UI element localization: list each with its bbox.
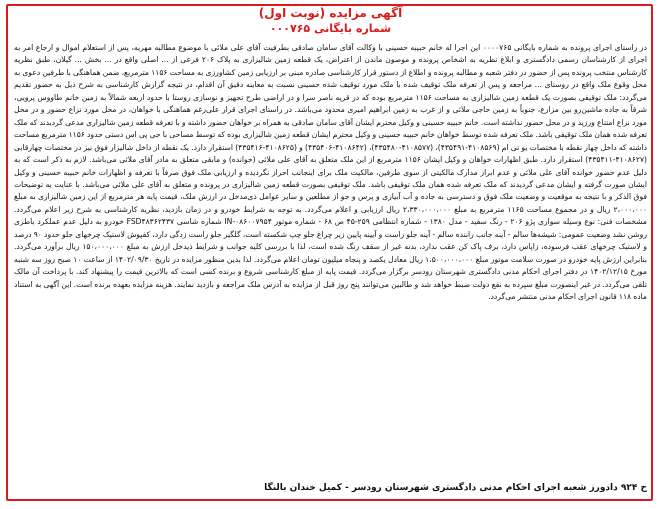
notice-header: [0, 6, 661, 36]
notice-signature: ح ۹۲۴ دادورز شعبه اجرای احکام مدنی دادگستری شهرستان رودسر - کمیل خندان بالنگا: [264, 483, 647, 493]
notice-subtitle: شماره بایگانی ۰۰۰۷۶۵: [269, 22, 392, 35]
notice-title: آگهی مزایده (نوبت اول): [258, 6, 403, 20]
notice-body: در راستای اجرای پرونده به شماره بایگانی ۰۰۰۰۷۶۵ این اجرا له خانم حبیبه حسینی با وکالت آقای سامان صادقی بطرفیت آقای علی ملائی با موضوع مطالبه مهریه، پس از استعلام اموال و ارجاع امر به اجرای از کارشناسان رسمی دادگستری و ابلاغ نظریه به اشخاص پرونده و موصون ماندن از اعتراض، یک قطعه زمین شالیزاری به پلاک ۲۰۶ فرعی از ... اصلی واقع در ... بخش ... گیلان، طبق نظریه کارشناس منتخب پرونده پس از حضور در دفتر شعبه و مطالبه پرونده و اطلاع از دستور قرار کارشناسی صادره مبنی بر ارزیابی زمین کشاورزی به مساحت ۱۱۵۶ مترمربع، ضمن هماهنگی با طرفین دعوی به محل وقوع ملک واقع در روستای ... مراجعه و پس از تعرفه ملک توقیف شده با ملک مورد توقیف شده حسینی نسبت به معاینه دقیق آن اقدام، در نتیجه گزارش کارشناسی به شرح ذیل به حضور تقدیم می‌گردد: ملک توقیفی بصورت یک قطعه زمین شالیزاری به مساحت ۱۱۵۶ مترمربع بوده که در قریه ناصر سرا و در اراضی طرح تجهیز و نوسازی روستا با حدود اربعه شمالاً به زمین خانم طاووس پرویی، شرقاً به جاده ماشین‌رو بین مزارع، جنوباً به زمین حاجی ملائی و از غرب به زمین ابراهیم امیری محدود می‌باشد. در راستای اجرای قرار علی‌رغم هماهنگی با خواهان، در محل مورد نزاع حضور و در محل مورد نزاع امتناع ورزید و در محل حضور نداشته است. خانم حبیبه حسینی و وکیل محترم ایشان آقای سامان صادقی به همراه بر خواهان حضور داشته و با تعرفه قطعه زمین شالیزاری مدعی گردیدند که ملک تعرفه شده همان ملک توقیفی باشد. ملک تعرفه شده توسط خواهان خانم حبیبه حسینی و وکیل محترم ایشان قطعه زمین شالیزاری بوده که توسط مساحی با جی پی اس دستی حدود ۱۱۵۶ مترمربع مساحت داشته که داخل چهار نقطه با مختصات یو تی ام (۴۱۰۸۵۶۹-۴۳۵۴۹۱)، (۴۱۰۸۵۷۷-۴۳۵۴۸۰)، (۴۱۰۸۶۴۲-۴۳۵۴۰۶) و (۴۱۰۸۶۲۵-۴۳۵۴۱۶) استقرار دارد. یک نقطه از داخل شالیزار فوق نیز در مختصات چهارقابی (۴۱۰۸۶۲۷-۴۳۵۴۱۱) استقرار دارد. طبق اظهارات خواهان و وکیل ایشان ۱۱۵۶ مترمربع از این ملک متعلق به آقای علی ملائی (خوانده) و مابقی متعلق به مادر آقای ملائی می‌باشد. لازم به ذکر است که به دلیل عدم حضور خوانده آقای علی ملائی و عدم ابراز مدارک مالکیتی از سوی طرفین، مالکیت ملک برای اینجانب احراز نگردیده و ارزیابی ملک فوق صرفاً با تعرفه و اظهارات خانم حبیبه حسینی و وکیل ایشان صورت گرفته و ایشان مدعی گردیدند که ملک تعرفه شده همان ملک توقیفی باشد. ملک توقیفی بصورت قطعه زمین شالیزاری در پرونده و متعلق به آقای علی ملائی می‌باشد. با عنایت به توضیحات فوق الذکر و با نتیجه به موقعیت و وضعیت ملک فوق و دسترسی به جاده و آب آبیاری و پرس و جو از مطلعین و سایر عوامل ذی‌مدخل در ارزش ملک، قیمت پایه هر مترمربع از این زمین شالیزاری به مبلغ ۲،۰۰۰،۰۰۰ ریال و در مجموع مساحت ۱۱۶۵ مترمربع به مبلغ ۲،۳۳۰،۰۰۰،۰۰۰ ریال ارزیابی و اعلام می‌گردد. به توجه به شرایط خودرو و در زمان بازدید، نظریه کارشناسی به شرح زیر اعلام می‌گردد. مشخصات فنی: نوع وسیله سواری پژو ۲۰۶ - رنگ سفید - مدل ۱۳۸۰ - شماره انتظامی ۲۵۹-۴۵ ص ۶۸ - شماره موتور ۰۸۶۰۰۷۹۵۴-IN شماره شاسی FSD۴۸۳۶۲۴۳۷ خودرو به دلیل عدم عملکرد باطری روشن نشد وضعیت عمومی: شیشه‌ها سالم - آینه جانب راننده سالم - آینه جلو راست و آیینه پایین زیر چراغ جلو چپ شکسته است، گلگیر جلو راست زدگی دارد، کفپوش لاستیک چرخهای جلو حدود ۹۰ درصد و لاستیک چرخهای عقب فرسوده، زاپاس دارد، برف پاک کن عقب ندارد، بدنه غیر از سقف رنگ شده است، لذا با بررسی کلیه جوانب و شرایط ذیدخل ارزش به مبلغ ۱۵۰،۰۰۰،۰۰۰ ریال برآورد می‌گردد. بنابراین ارزش پایه خودرو در صورت سلامت موتور مبلغ ۱،۵۰۰،۰۰۰،۰۰۰ ریال معادل یکصد و پنجاه میلیون تومان اعلام می‌گردد. لذا بدین منظور مزایده در تاریخ ۱۴۰۲/۰۹/۳۰ از ساعت ۱۰ صبح روز سه شنبه مورخ ۱۴۰۲/۱۲/۱۵ در دفتر اجرای احکام مدنی دادگستری شهرستان رودسر برگزار می‌گردد. قیمت پایه از مبلغ کارشناسی شروع و برنده کسی است که بالاترین قیمت را پیشنهاد کند. با پرداخت آن مالک تلقی می‌گردد. در غیر اینصورت مبلغ سپرده به نفع دولت ضبط خواهد شد و طالبین می‌توانند پنج روز قبل از مزایده به آدرس ملک مراجعه و بازدید نمایند. هزینه مزایده بعهده برنده است. این آگهی به استناد ماده ۱۱۸ قانون اجرای احکام مدنی منتشر می‌گردد.: [14, 43, 647, 302]
